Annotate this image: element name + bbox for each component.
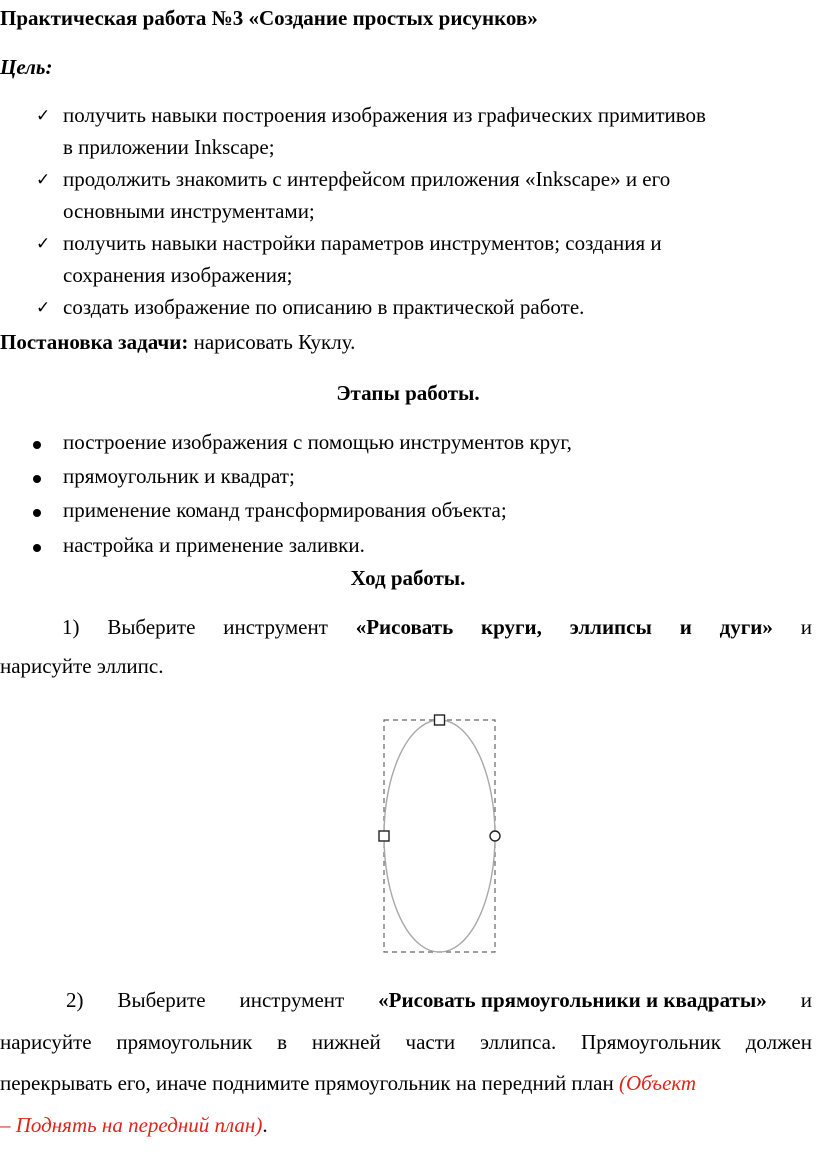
stage-item-3: применение команд трансформирования объекта; xyxy=(63,498,507,522)
step-2-word: Прямоугольник xyxy=(581,1030,721,1054)
step-2-word: Выберите xyxy=(117,988,206,1012)
step-2-word: эллипса. xyxy=(480,1030,557,1054)
progress-heading: Ход работы. xyxy=(350,566,466,590)
task-text: нарисовать Куклу. xyxy=(188,330,356,354)
bullet-icon xyxy=(33,441,41,449)
page-title: Практическая работа №3 «Создание простых рисунков» xyxy=(0,6,538,30)
stages-heading: Этапы работы. xyxy=(336,381,480,405)
checkmark-icon: ✓ xyxy=(36,170,51,190)
goal-item-2-line-1: продолжить знакомить с интерфейсом приложения «Inkscape» и его xyxy=(63,167,671,191)
goal-item-1-line-2: в приложении Inkscape; xyxy=(63,135,275,159)
step-2-word: должен xyxy=(745,1030,812,1054)
bullet-icon xyxy=(33,509,41,517)
checkmark-icon: ✓ xyxy=(36,234,51,254)
step-2-line-2 xyxy=(0,1030,812,1055)
goal-item-4-line-1: создать изображение по описанию в практической работе. xyxy=(63,295,585,319)
step-2-word: и xyxy=(800,988,812,1012)
step-1-tool-word: эллипсы xyxy=(569,615,652,639)
bullet-icon xyxy=(33,475,41,483)
step-2-line-1 xyxy=(0,988,812,1013)
right-circle-handle xyxy=(490,831,500,841)
task-statement xyxy=(0,330,355,355)
step-2-tool-name: «Рисовать прямоугольники и квадраты» xyxy=(378,988,767,1012)
step-1-word: Выберите xyxy=(107,615,196,639)
step-2-word: части xyxy=(405,1030,456,1054)
step-2-line-4 xyxy=(0,1113,268,1138)
task-label: Постановка задачи: xyxy=(0,330,189,354)
step-2-word: 2) xyxy=(66,988,84,1012)
selection-bounding-box xyxy=(384,720,495,952)
bullet-icon xyxy=(33,544,41,552)
step-1-tool-word: дуги» xyxy=(719,615,773,639)
stage-item-1: построение изображения с помощью инструментов круг, xyxy=(63,430,572,454)
checkmark-icon: ✓ xyxy=(36,106,51,126)
menu-path-highlight: (Объект xyxy=(618,1071,697,1095)
goal-item-3-line-1: получить навыки настройки параметров инструментов; создания и xyxy=(63,231,662,255)
step-2-line-3 xyxy=(0,1071,696,1096)
step-2-word: нижней xyxy=(311,1030,381,1054)
step-2-word: инструмент xyxy=(239,988,345,1012)
checkmark-icon: ✓ xyxy=(36,298,51,318)
goal-label: Цель: xyxy=(0,55,53,79)
step-2-text: перекрывать его, иначе поднимите прямоугольник на передний план xyxy=(0,1071,619,1095)
menu-path-highlight: – Поднять на передний план) xyxy=(0,1113,263,1137)
goal-item-2-line-2: основными инструментами; xyxy=(63,199,315,223)
step-1-word: и xyxy=(800,615,812,639)
step-1-word: инструмент xyxy=(223,615,328,639)
step-1-tool-word: и xyxy=(679,615,692,639)
step-1-tool-word: круги, xyxy=(481,615,542,639)
step-1-line-2: нарисуйте эллипс. xyxy=(0,654,164,678)
step-1-line-1 xyxy=(0,615,812,640)
goal-item-3-line-2: сохранения изображения; xyxy=(63,263,293,287)
goal-item-1-line-1: получить навыки построения изображения из графических примитивов xyxy=(63,103,706,127)
step-2-text: . xyxy=(262,1113,268,1137)
stage-item-4: настройка и применение заливки. xyxy=(63,533,365,557)
left-square-handle xyxy=(379,831,389,841)
ellipse-illustration xyxy=(370,710,510,960)
step-2-word: в xyxy=(277,1030,288,1054)
step-1-word: 1) xyxy=(62,615,80,639)
step-2-word: нарисуйте xyxy=(0,1030,92,1054)
ellipse-shape xyxy=(384,720,495,952)
step-1-tool-word: «Рисовать xyxy=(355,615,454,639)
stage-item-2: прямоугольник и квадрат; xyxy=(63,464,295,488)
step-2-word: прямоугольник xyxy=(116,1030,253,1054)
top-square-handle xyxy=(435,715,445,725)
